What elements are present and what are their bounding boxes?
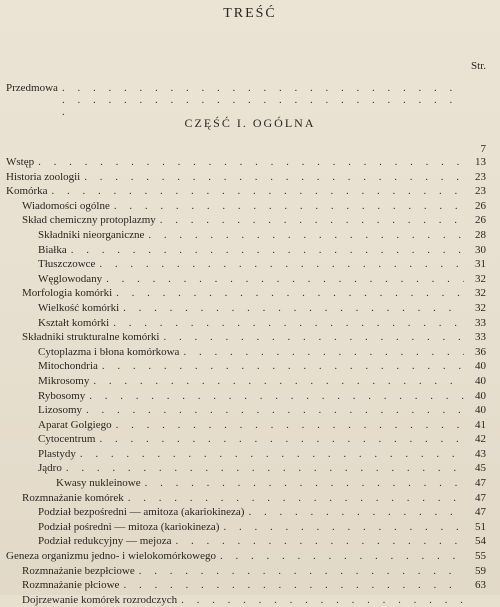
toc-entry-label: Rozmnażanie bezpłciowe <box>22 564 135 577</box>
toc-entry[interactable] <box>6 578 486 593</box>
toc-entry-label: Cytoplazma i błona komórkowa <box>38 345 180 358</box>
dot-leader <box>172 534 465 549</box>
dot-leader <box>48 184 464 199</box>
toc-entry[interactable] <box>6 228 486 243</box>
dot-leader <box>67 243 464 258</box>
toc-entry-label: Podział pośredni — mitoza (kariokineza) <box>38 520 220 533</box>
toc-entry-label: Tłuszczowce <box>38 258 96 271</box>
toc-entry[interactable] <box>6 272 486 287</box>
toc-entry-page: 32 <box>475 301 486 314</box>
toc-entry-label: Mikrosomy <box>38 374 90 387</box>
toc-entry-page: 26 <box>475 214 486 227</box>
dot-leader <box>216 549 464 564</box>
toc-entry-page: 63 <box>475 579 486 592</box>
toc-entry-label: Geneza organizmu jedno- i wielokomórkowego <box>6 550 216 563</box>
toc-entry-page: 41 <box>475 418 486 431</box>
toc-entry-page: 43 <box>475 447 486 460</box>
toc-entry[interactable] <box>6 389 486 404</box>
dot-leader <box>119 578 464 593</box>
page-column-label: Str. <box>471 60 486 72</box>
toc-entry-page: 45 <box>475 462 486 475</box>
toc-entry-page: 47 <box>475 506 486 519</box>
table-of-contents <box>6 155 486 607</box>
dot-leader <box>110 199 464 214</box>
dot-leader <box>34 155 464 170</box>
toc-entry-label: Mitochondria <box>38 360 98 373</box>
toc-entry[interactable] <box>6 243 486 258</box>
toc-entry[interactable] <box>6 564 486 579</box>
toc-entry-label: Podział redukcyjny — mejoza <box>38 535 172 548</box>
toc-entry-page: 40 <box>475 360 486 373</box>
toc-entry-page: 32 <box>475 272 486 285</box>
dot-leader <box>85 389 464 404</box>
dot-leader <box>112 286 464 301</box>
toc-entry-page: 28 <box>475 228 486 241</box>
toc-entry-page: 55 <box>475 550 486 563</box>
toc-entry-page: 33 <box>475 316 486 329</box>
toc-entry-label: Aparat Golgiego <box>38 418 112 431</box>
toc-entry-page: 36 <box>475 345 486 358</box>
toc-entry-page: 51 <box>475 520 486 533</box>
toc-entry-page: 23 <box>475 170 486 183</box>
toc-entry-label: Kształt komórki <box>38 316 110 329</box>
toc-entry[interactable] <box>6 520 486 535</box>
toc-entry-label: Plastydy <box>38 447 76 460</box>
toc-entry-label: Rozmnażanie komórek <box>22 491 124 504</box>
toc-entry-label: Cytocentrum <box>38 433 96 446</box>
toc-entry-label: Wiadomości ogólne <box>22 199 110 212</box>
toc-entry[interactable] <box>6 257 486 272</box>
toc-entry-label: Historia zoologii <box>6 170 81 183</box>
toc-entry-page: 31 <box>475 258 486 271</box>
toc-entry-label: Jądro <box>38 462 62 475</box>
toc-entry[interactable] <box>6 359 486 374</box>
dot-leader <box>95 432 464 447</box>
toc-entry[interactable] <box>6 403 486 418</box>
toc-entry-label: Wstęp <box>6 156 35 168</box>
toc-entry-label: Lizosomy <box>38 404 82 417</box>
toc-entry[interactable] <box>6 345 486 360</box>
part-heading: CZĘŚĆ I. OGÓLNA <box>184 116 316 130</box>
toc-entry[interactable] <box>6 491 486 506</box>
toc-entry[interactable] <box>6 286 486 301</box>
toc-entry[interactable] <box>6 184 486 199</box>
toc-entry-label: Morfologia komórki <box>22 287 113 300</box>
dot-leader <box>62 461 464 476</box>
toc-entry-page: 32 <box>475 287 486 300</box>
toc-entry[interactable] <box>6 374 486 389</box>
toc-entry-label: Podział bezpośredni — amitoza (akariokineza) <box>38 506 245 519</box>
toc-entry-label: Skład chemiczny protoplazmy <box>22 214 156 227</box>
dot-leader <box>159 330 464 345</box>
toc-entry-label: Dojrzewanie komórek rozrodczych <box>22 593 178 606</box>
toc-entry-label: Kwasy nukleinowe <box>56 477 141 490</box>
dot-leader <box>244 505 464 520</box>
toc-entry[interactable] <box>6 330 486 345</box>
toc-entry-label: Rybosomy <box>38 389 86 402</box>
toc-entry[interactable] <box>6 461 486 476</box>
toc-entry[interactable] <box>6 316 486 331</box>
dot-leader <box>58 82 462 118</box>
toc-entry-page: 40 <box>475 404 486 417</box>
toc-entry-page: 26 <box>475 199 486 212</box>
toc-entry-page: 30 <box>475 243 486 256</box>
toc-entry-label: Węglowodany <box>38 272 103 285</box>
dot-leader <box>219 520 464 535</box>
dot-leader <box>102 272 464 287</box>
dot-leader <box>76 447 464 462</box>
dot-leader <box>109 316 464 331</box>
dot-leader <box>80 170 464 185</box>
dot-leader <box>156 213 464 228</box>
dot-leader <box>98 359 464 374</box>
dot-leader <box>144 228 464 243</box>
toc-entry[interactable] <box>6 476 486 491</box>
dot-leader <box>141 476 464 491</box>
toc-entry[interactable] <box>6 432 486 447</box>
dot-leader <box>135 564 464 579</box>
toc-entry[interactable] <box>6 155 486 170</box>
dot-leader <box>95 257 464 272</box>
toc-entry[interactable] <box>6 301 486 316</box>
dot-leader <box>124 491 464 506</box>
toc-entry[interactable] <box>6 549 486 564</box>
toc-entry-label: Komórka <box>6 185 48 198</box>
toc-entry-page: 54 <box>475 535 486 548</box>
toc-entry-label: Przedmowa <box>6 82 58 94</box>
part-first-page: 7 <box>480 143 486 155</box>
toc-entry-page: 40 <box>475 389 486 402</box>
toc-entry[interactable] <box>6 170 486 185</box>
toc-entry-label: Składniki nieorganiczne <box>38 228 145 241</box>
dot-leader <box>119 301 464 316</box>
toc-entry-page: 47 <box>475 477 486 490</box>
toc-entry-label: Składniki strukturalne komórki <box>22 331 160 344</box>
toc-entry-page: 42 <box>475 433 486 446</box>
toc-entry[interactable] <box>6 213 486 228</box>
toc-entry-page: 13 <box>475 156 486 168</box>
toc-entry-page: 47 <box>475 491 486 504</box>
toc-entry-preface[interactable] <box>6 82 484 118</box>
toc-entry[interactable] <box>6 534 486 549</box>
toc-entry-page: 33 <box>475 331 486 344</box>
toc-entry-label: Wielkość komórki <box>38 301 120 314</box>
dot-leader <box>89 374 464 389</box>
toc-entry-page: 40 <box>475 374 486 387</box>
toc-entry[interactable] <box>6 447 486 462</box>
toc-entry-page: 23 <box>475 185 486 198</box>
toc-entry[interactable] <box>6 199 486 214</box>
toc-entry-label: Białka <box>38 243 67 256</box>
toc-entry-label: Rozmnażanie płciowe <box>22 579 120 592</box>
toc-entry[interactable] <box>6 418 486 433</box>
dot-leader <box>179 345 464 360</box>
toc-entry-page: 59 <box>475 564 486 577</box>
dot-leader <box>82 403 464 418</box>
dot-leader <box>112 418 464 433</box>
toc-entry[interactable] <box>6 505 486 520</box>
page-title: TREŚĆ <box>223 6 277 21</box>
